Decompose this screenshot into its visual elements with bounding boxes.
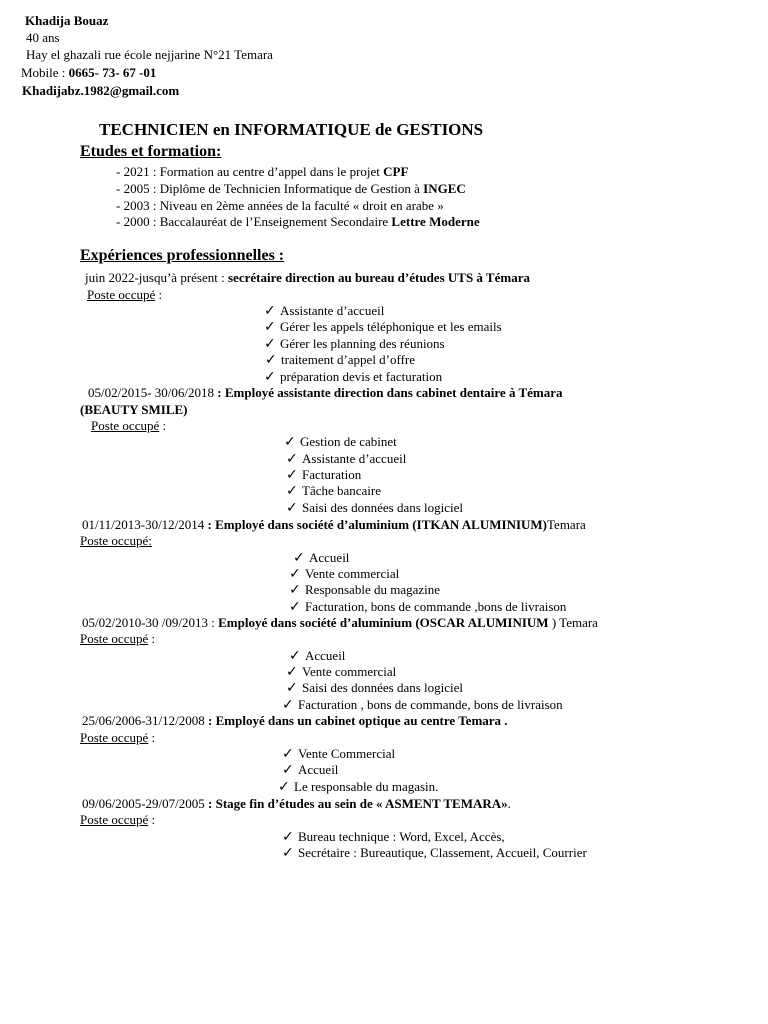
check-icon: ✓ [293,550,305,566]
check-icon: ✓ [282,697,294,713]
education-item: - 2021 : Formation au centre d’appel dans le projet CPF [116,164,409,179]
task-item: ✓ Accueil [289,648,346,664]
task-item: ✓ Vente commercial [286,664,397,680]
mobile-number: 0665- 73- 67 -01 [68,65,157,80]
task-item: ✓ Saisi des données dans logiciel [286,680,464,696]
task-item: ✓ Accueil [293,550,350,566]
check-icon: ✓ [289,648,301,664]
education-item: - 2005 : Diplôme de Technicien Informatique de Gestion à INGEC [116,181,466,196]
task-item: ✓ Assistante d’accueil [286,451,407,467]
education-item: - 2000 : Baccalauréat de l’Enseignement Secondaire Lettre Moderne [116,214,480,229]
task-item: ✓ Gérer les planning des réunions [264,336,445,352]
candidate-address: Hay el ghazali rue école nejjarine N°21 Temara [26,47,273,62]
task-item: ✓ Gérer les appels téléphonique et les emails [264,319,502,335]
check-icon: ✓ [264,303,276,319]
experience-heading: Expériences professionnelles : [80,247,285,264]
task-item: ✓ traitement d’appel d’offre [265,352,416,368]
task-item: ✓ Facturation , bons de commande, bons de livraison [282,697,563,713]
task-item: ✓ Vente Commercial [282,746,396,762]
check-icon: ✓ [282,762,294,778]
job-header: 05/02/2010-30 /09/2013 : Employé dans société d’aluminium (OSCAR ALUMINIUM ) Temara [82,615,598,630]
task-item: ✓ Gestion de cabinet [284,434,397,450]
poste-label: Poste occupé : [80,812,156,827]
mobile-line [21,65,156,81]
task-item: ✓ Secrétaire : Bureautique, Classement, Accueil, Courrier [282,845,587,861]
check-icon: ✓ [282,845,294,861]
job-header-continued: (BEAUTY SMILE) [80,402,188,417]
education-heading: Etudes et formation: [80,143,222,160]
check-icon: ✓ [286,500,298,516]
cv-title: TECHNICIEN en INFORMATIQUE de GESTIONS [99,120,484,139]
check-icon: ✓ [282,829,294,845]
task-item: ✓ Assistante d’accueil [264,303,385,319]
check-icon: ✓ [286,467,298,483]
check-icon: ✓ [286,680,298,696]
poste-label: Poste occupé : [91,418,167,433]
check-icon: ✓ [264,369,276,385]
task-item: ✓ Facturation, bons de commande ,bons de livraison [289,599,567,615]
check-icon: ✓ [264,319,276,335]
candidate-name: Khadija Bouaz [25,13,109,28]
check-icon: ✓ [282,746,294,762]
email: Khadijabz.1982@gmail.com [22,83,180,98]
poste-label: Poste occupé: [80,533,152,548]
job-header: juin 2022-jusqu’à présent : secrétaire direction au bureau d’études UTS à Témara [85,270,530,285]
task-item: ✓ Bureau technique : Word, Excel, Accès, [282,829,505,845]
candidate-age: 40 ans [26,30,60,45]
check-icon: ✓ [286,451,298,467]
check-icon: ✓ [289,566,301,582]
check-icon: ✓ [278,779,290,795]
task-item: ✓ Saisi des données dans logiciel [286,500,464,516]
task-item: ✓ Responsable du magazine [289,582,441,598]
job-header: 09/06/2005-29/07/2005 : Stage fin d’études au sein de « ASMENT TEMARA». [82,796,511,811]
check-icon: ✓ [284,434,296,450]
poste-label: Poste occupé : [87,287,163,302]
check-icon: ✓ [264,336,276,352]
education-item: - 2003 : Niveau en 2ème années de la faculté « droit en arabe » [116,198,444,213]
job-header: 25/06/2006-31/12/2008 : Employé dans un cabinet optique au centre Temara . [82,713,508,728]
task-item: ✓ préparation devis et facturation [264,369,443,385]
task-item: ✓ Vente commercial [289,566,400,582]
poste-label: Poste occupé : [80,730,156,745]
check-icon: ✓ [289,582,301,598]
task-item: ✓ Accueil [282,762,339,778]
task-item: ✓ Le responsable du magasin. [278,779,439,795]
mobile-label: Mobile : [21,65,69,80]
poste-label: Poste occupé : [80,631,156,646]
task-item: ✓ Tâche bancaire [286,483,382,499]
job-header: 05/02/2015- 30/06/2018 : Employé assistante direction dans cabinet dentaire à Témara [88,385,563,400]
check-icon: ✓ [265,352,277,368]
task-item: ✓ Facturation [286,467,362,483]
check-icon: ✓ [289,599,301,615]
check-icon: ✓ [286,483,298,499]
check-icon: ✓ [286,664,298,680]
job-header: 01/11/2013-30/12/2014 : Employé dans société d’aluminium (ITKAN ALUMINIUM)Temara [82,517,586,532]
